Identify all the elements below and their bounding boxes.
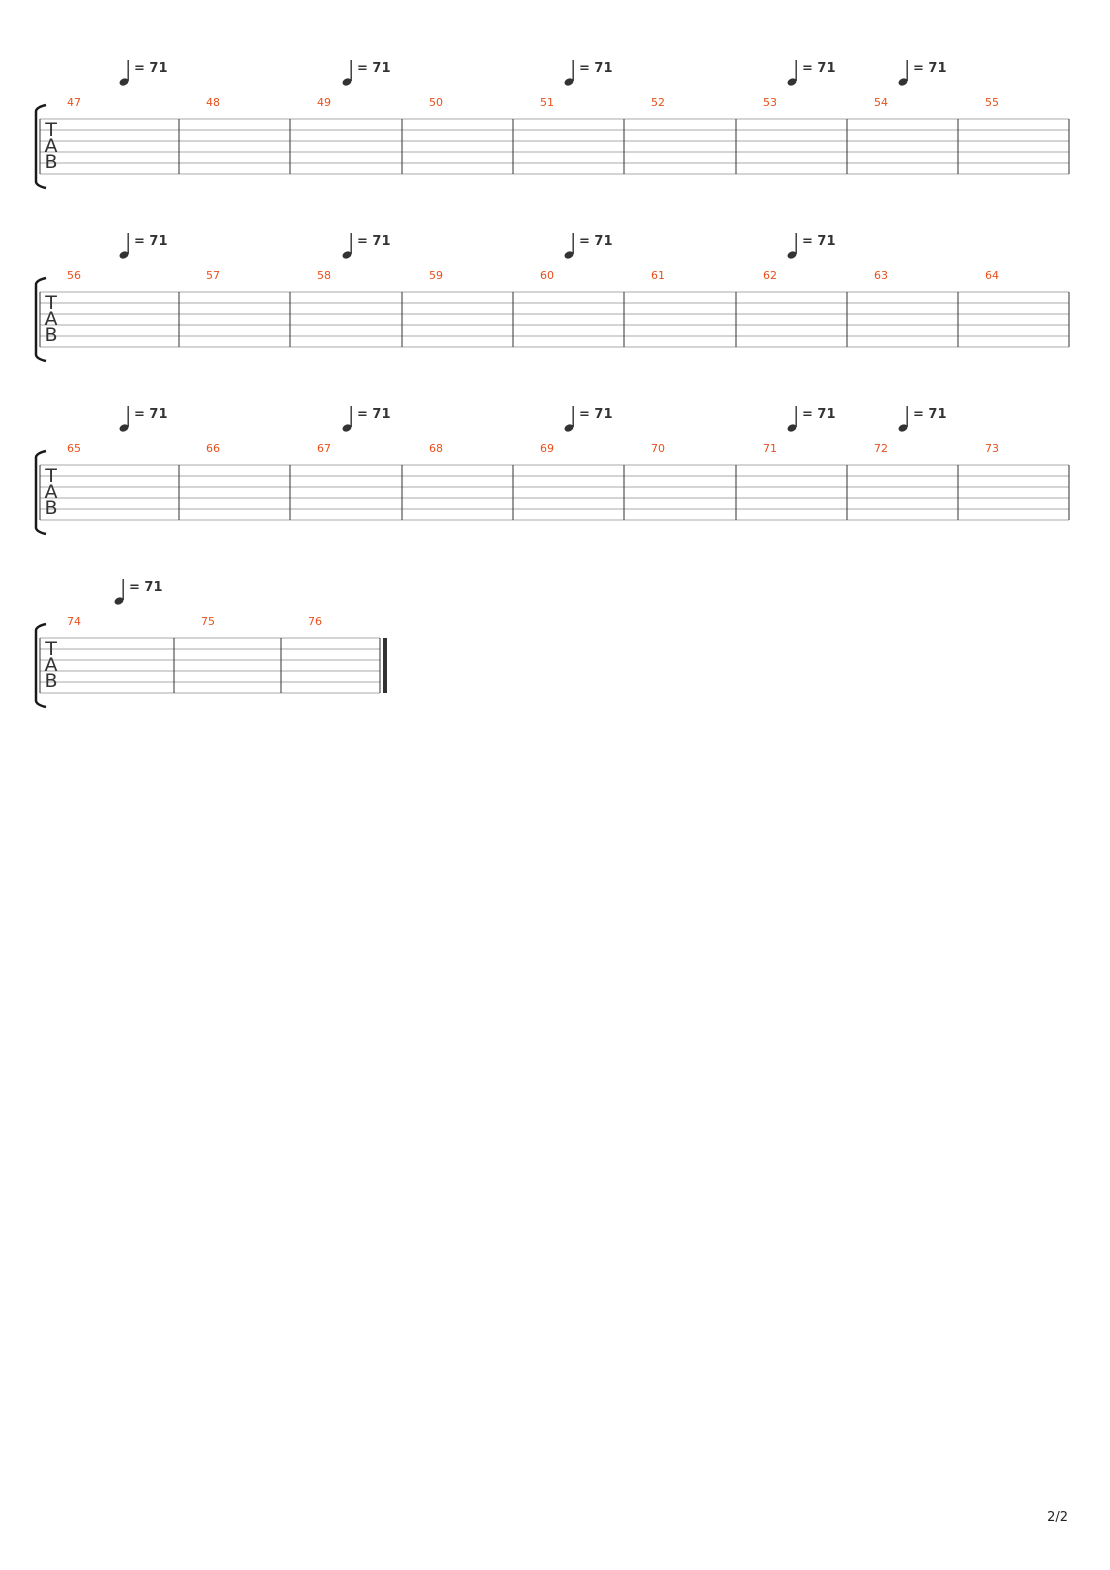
measure-number: 73 (985, 442, 999, 455)
measure-number: 57 (206, 269, 220, 282)
measure-number: 62 (763, 269, 777, 282)
measure-number: 60 (540, 269, 554, 282)
tempo-marking (341, 406, 390, 433)
tempo-marking (786, 233, 835, 260)
tempo-text: = 71 (579, 234, 613, 249)
tab-clef-letter: T (45, 465, 57, 487)
measure-number: 66 (206, 442, 220, 455)
tempo-marking (341, 60, 390, 87)
measure-number: 53 (763, 96, 777, 109)
tempo-text: = 71 (802, 234, 836, 249)
measure-number: 48 (206, 96, 220, 109)
tempo-marking (113, 579, 162, 606)
staff-system (36, 579, 387, 707)
tab-clef-letter: A (44, 481, 58, 503)
measure-number: 71 (763, 442, 777, 455)
measure-number: 56 (67, 269, 81, 282)
measure-number: 55 (985, 96, 999, 109)
tempo-text: = 71 (134, 234, 168, 249)
tempo-marking (341, 233, 390, 260)
tempo-marking (563, 406, 612, 433)
tempo-text: = 71 (357, 234, 391, 249)
tempo-marking (897, 406, 946, 433)
measure-number: 63 (874, 269, 888, 282)
final-barline-thick (383, 638, 387, 693)
measure-number: 51 (540, 96, 554, 109)
staff-system (36, 233, 1069, 361)
measure-number: 65 (67, 442, 81, 455)
measure-number: 47 (67, 96, 81, 109)
tempo-marking (118, 233, 167, 260)
tab-clef-letter: A (44, 654, 58, 676)
staff-system (36, 60, 1069, 188)
measure-number: 75 (201, 615, 215, 628)
measure-number: 61 (651, 269, 665, 282)
tempo-marking (118, 406, 167, 433)
page-number: 2/2 (1047, 1510, 1068, 1525)
tab-clef-letter: B (44, 670, 58, 692)
tempo-marking (563, 233, 612, 260)
tempo-text: = 71 (129, 580, 163, 595)
tab-clef-letter: B (44, 497, 58, 519)
tempo-marking (786, 60, 835, 87)
tempo-marking (897, 60, 946, 87)
measure-number: 64 (985, 269, 999, 282)
tab-clef-letter: A (44, 135, 58, 157)
tab-clef-letter: B (44, 324, 58, 346)
measure-number: 76 (308, 615, 322, 628)
measure-number: 54 (874, 96, 888, 109)
tab-clef-letter: T (45, 292, 57, 314)
tempo-text: = 71 (134, 61, 168, 76)
tab-clef-letter: T (45, 638, 57, 660)
tempo-text: = 71 (913, 407, 947, 422)
measure-number: 70 (651, 442, 665, 455)
tempo-text: = 71 (134, 407, 168, 422)
measure-number: 50 (429, 96, 443, 109)
tempo-text: = 71 (579, 407, 613, 422)
tempo-text: = 71 (357, 407, 391, 422)
tempo-text: = 71 (579, 61, 613, 76)
tempo-text: = 71 (913, 61, 947, 76)
tempo-marking (786, 406, 835, 433)
measure-number: 72 (874, 442, 888, 455)
measure-number: 74 (67, 615, 81, 628)
measure-number: 49 (317, 96, 331, 109)
measure-number: 58 (317, 269, 331, 282)
tempo-marking (118, 60, 167, 87)
tempo-text: = 71 (802, 61, 836, 76)
measure-number: 69 (540, 442, 554, 455)
tab-clef-letter: T (45, 119, 57, 141)
measure-number: 59 (429, 269, 443, 282)
staff-system (36, 406, 1069, 534)
measure-number: 67 (317, 442, 331, 455)
measure-number: 52 (651, 96, 665, 109)
tab-clef-letter: A (44, 308, 58, 330)
measure-number: 68 (429, 442, 443, 455)
tempo-text: = 71 (802, 407, 836, 422)
tab-clef-letter: B (44, 151, 58, 173)
tempo-text: = 71 (357, 61, 391, 76)
tempo-marking (563, 60, 612, 87)
